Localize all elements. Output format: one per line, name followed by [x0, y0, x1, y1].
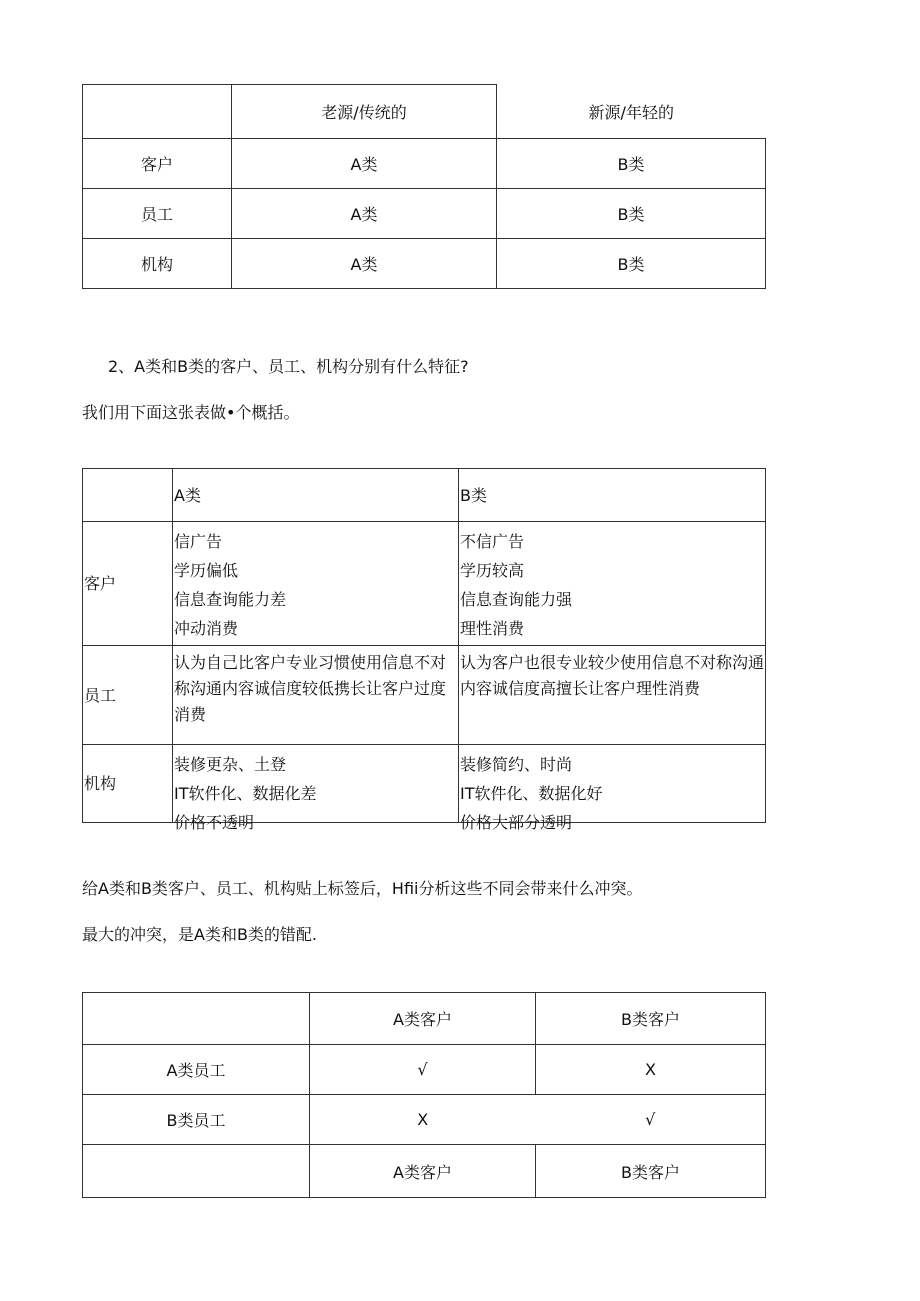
table1-cell: A类: [232, 139, 497, 189]
table3-header-b: B类客户: [536, 993, 766, 1045]
list-item: 价格不透明: [174, 813, 255, 832]
table1-header-empty: [83, 85, 232, 139]
table3-header-a: A类客户: [310, 993, 536, 1045]
table2-customer-a: [173, 522, 459, 646]
list-item: 信息查询能力强: [460, 590, 573, 609]
list-item: 装修更杂、土登: [174, 755, 287, 774]
table3-header-empty: [83, 993, 310, 1045]
characteristics-table: [82, 468, 766, 832]
comparison-table-old-new: [82, 84, 766, 289]
table1-cell: A类: [232, 189, 497, 239]
list-item: 理性消费: [460, 619, 525, 638]
table3-row-label: A类员工: [83, 1045, 310, 1095]
intro-text: 我们用下面这张表做•个概括。: [82, 403, 300, 422]
table3-row-label: B类员工: [83, 1095, 310, 1145]
list-item: 信广告: [174, 532, 223, 551]
mismatch-paragraph: 最大的冲突，是A类和B类的错配.: [82, 925, 318, 944]
table1-header-old: 老源/传统的: [232, 85, 497, 139]
list-item: 学历偏低: [174, 561, 239, 580]
question-heading: 2、A类和B类的客户、员工、机构分别有什么特征?: [108, 357, 469, 376]
list-item: 装修简约、时尚: [460, 755, 573, 774]
cross-mark: X: [310, 1095, 536, 1145]
list-item: IT软件化、数据化好: [460, 784, 603, 803]
table2-row-label-employee: 员工: [83, 646, 173, 745]
conflict-paragraph: 给A类和B类客户、员工、机构贴上标签后，Hfii分析这些不同会带来什么冲突。: [82, 879, 643, 898]
table2-org-b: [459, 745, 766, 832]
table1-cell: B类: [497, 239, 766, 289]
table1-row-label: 客户: [83, 139, 232, 189]
table2-row-label-org: 机构: [83, 745, 173, 823]
table2-employee-b: 认为客户也很专业较少使用信息不对称沟通内容诚信度高擅长让客户理性消费: [459, 646, 766, 745]
table2-org-a: [173, 745, 459, 832]
table1-cell: A类: [232, 239, 497, 289]
list-item: 信息查询能力差: [174, 590, 287, 609]
list-item: 学历较高: [460, 561, 525, 580]
table1-header-new: 新源/年轻的: [497, 85, 766, 139]
list-item: IT软件化、数据化差: [174, 784, 317, 803]
table2-header-a: A类: [173, 469, 459, 522]
table1-row-label: 员工: [83, 189, 232, 239]
mismatch-table: [82, 992, 766, 1198]
table3-footer-b: B类客户: [536, 1145, 766, 1198]
table3-footer-empty: [83, 1145, 310, 1198]
table2-employee-a: 认为自己比客户专业习惯使用信息不对称沟通内容诚信度较低携长让客户过度消费: [173, 646, 459, 745]
check-icon: √: [536, 1095, 766, 1145]
table2-header-empty: [83, 469, 173, 522]
list-item: 冲动消费: [174, 619, 239, 638]
table1-cell: B类: [497, 139, 766, 189]
list-item: 不信广告: [460, 532, 525, 551]
table2-row-label-customer: 客户: [83, 522, 173, 646]
table2-customer-b: [459, 522, 766, 646]
table2-header-b: B类: [459, 469, 766, 522]
table1-cell: B类: [497, 189, 766, 239]
cross-mark: X: [536, 1045, 766, 1095]
table3-footer-a: A类客户: [310, 1145, 536, 1198]
check-icon: √: [310, 1045, 536, 1095]
list-item: 价格大部分透明: [460, 813, 573, 832]
table1-row-label: 机构: [83, 239, 232, 289]
